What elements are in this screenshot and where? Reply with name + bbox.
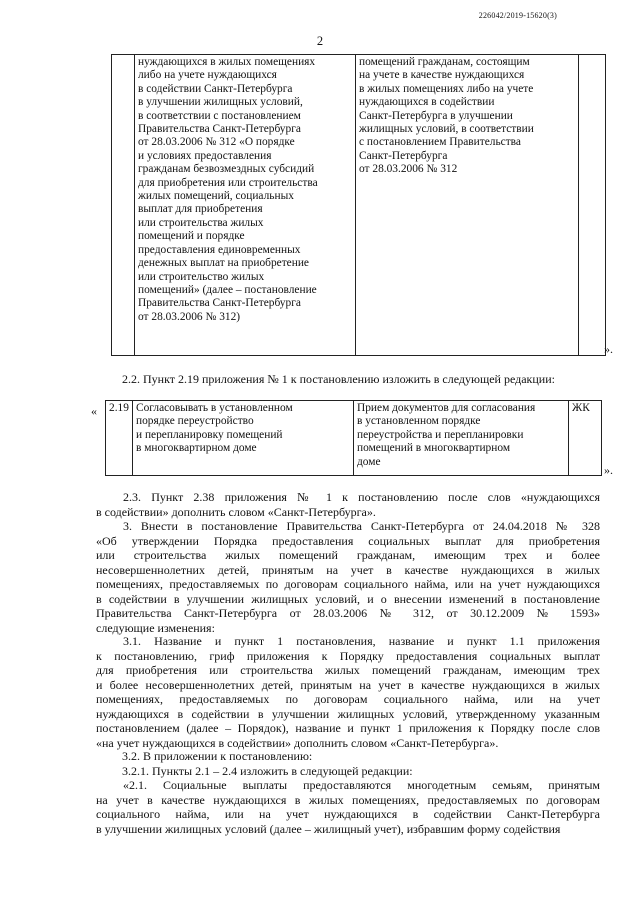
cell-line: денежных выплат на приобретение [138, 257, 309, 270]
table-cell-authority [579, 55, 606, 356]
cell-line: в соответствии с постановлением [138, 109, 301, 122]
paragraph-line: 3. Внести в постановление Правительства Санкт-Петербурга от 24.04.2018 № 328 [123, 519, 600, 533]
paragraph-3 [96, 519, 600, 635]
cell-text-lines [138, 56, 352, 324]
cell-line: Правительства Санкт-Петербурга [138, 297, 301, 310]
document-id: 226042/2019-15620(3) [478, 11, 557, 20]
closing-quote: ». [604, 342, 613, 356]
cell-line: выплат для приобретения [138, 203, 263, 216]
table-cell-service [354, 401, 569, 476]
cell-line: с постановлением Правительства [359, 136, 521, 149]
cell-text-lines [136, 402, 350, 456]
cell-line: в установленном порядке [357, 415, 481, 428]
paragraph-2-1-quote [96, 778, 600, 836]
cell-line: нуждающихся в жилых помещениях [138, 56, 316, 68]
cell-line: помещений в многоквартирном [357, 442, 511, 455]
page-number: 2 [316, 34, 324, 48]
cell-line: жилищных условий, в соответствии [359, 123, 534, 136]
cell-line: в содействии Санкт-Петербурга [138, 82, 293, 95]
cell-line: на учете в качестве нуждающихся [359, 69, 525, 82]
cell-line: доме [357, 455, 381, 468]
paragraph-line: несовершеннолетних детей, принятым на учет в качестве нуждающихся в жилых [96, 562, 600, 577]
table-cell-authority: ЖК [569, 401, 602, 476]
paragraph-2-2: 2.2. Пункт 2.19 приложения № 1 к постановлению изложить в следующей редакции: [122, 372, 555, 386]
cell-line: нуждающихся в содействии [359, 96, 495, 109]
paragraph-line: помещениях, предоставляемых по договорам социального найма, или на учет [96, 692, 600, 706]
table-cell-number [112, 55, 135, 356]
cell-line: или строительства жилых [138, 216, 264, 229]
cell-line: Правительства Санкт-Петербурга [138, 123, 301, 136]
cell-line: или строительство жилых [138, 270, 265, 283]
cell-line: предоставления единовременных [138, 243, 301, 256]
cell-line: от 28.03.2006 № 312) [138, 310, 241, 323]
cell-text-lines [357, 402, 565, 469]
paragraph-line: следующие изменения: [96, 620, 215, 635]
cell-line: Прием документов для согласования [357, 402, 536, 414]
cell-line: от 28.03.2006 № 312 [359, 163, 458, 176]
cell-line: в улучшении жилищных условий, [138, 96, 303, 109]
paragraph-line: или строительства жилых помещений гражданам, имеющим трех и более [96, 548, 600, 562]
cell-line: для приобретения или строительства [138, 176, 318, 189]
cell-line: Санкт-Петербурга в улучшении [359, 109, 513, 122]
cell-line: помещений гражданам, состоящим [359, 56, 530, 68]
paragraph-line: помещениях, предоставляемых по договорам социального найма, или на учет нуждающихся [96, 577, 600, 591]
closing-quote: ». [604, 463, 613, 477]
paragraph-3-2: 3.2. В приложении к постановлению: [122, 749, 313, 763]
paragraph-line: социального найма, или на учет нуждающихся в содействии Санкт-Петербурга [96, 807, 600, 821]
cell-line: в многоквартирном доме [136, 442, 257, 455]
paragraph-3-2-1: 3.2.1. Пункты 2.1 – 2.4 изложить в следующей редакции: [122, 764, 413, 778]
cell-line: гражданам безвозмездных субсидий [138, 163, 315, 176]
paragraph-3-1 [96, 634, 600, 750]
paragraph-line: постановлением (далее – Порядок), название и пункт 1 приложения к Порядку после слов [96, 721, 600, 735]
table-cell-service [356, 55, 579, 356]
cell-line: Санкт-Петербурга [359, 149, 448, 162]
paragraph-line: 3.1. Название и пункт 1 постановления, название и пункт 1.1 приложения [123, 634, 600, 648]
cell-line: в жилых помещениях либо на учете [359, 82, 534, 95]
paragraph-2-3 [96, 490, 600, 519]
paragraph-line: в улучшении жилищных условий (далее – жилищный учет), избравшим форму содействия [96, 821, 561, 836]
cell-line: от 28.03.2006 № 312 «О порядке [138, 136, 295, 149]
cell-text-lines [359, 56, 575, 177]
table-cell-number: 2.19 [106, 401, 133, 476]
paragraph-line: «на учет нуждающихся в содействии» дополнить словом «Санкт-Петербурга». [96, 735, 499, 750]
cell-line: жилых помещений, социальных [138, 190, 294, 203]
cell-line: либо на учете нуждающихся [138, 69, 277, 82]
opening-quote: « [91, 404, 97, 418]
cell-line: помещений и порядке [138, 230, 245, 243]
table-row [112, 55, 606, 356]
paragraph-line: 2.3. Пункт 2.38 приложения № 1 к постановлению после слов «нуждающихся [123, 490, 600, 504]
paragraph-line: Правительства Санкт-Петербурга от 28.03.2006 № 312, от 30.12.2009 № 1593» [96, 606, 600, 620]
cell-line: и перепланировку помещений [136, 428, 283, 441]
paragraph-line: в содействии» дополнить словом «Санкт-Петербурга». [96, 504, 376, 519]
paragraph-line: к постановлению, гриф приложения к Порядку предоставления социальных выплат [96, 648, 600, 663]
table-row [106, 401, 602, 476]
paragraph-line: «2.1. Социальные выплаты предоставляются многодетным семьям, принятым [123, 778, 600, 792]
paragraph-line: для приобретения или строительства жилых помещений гражданам, имеющим трех [96, 663, 600, 677]
cell-line: порядке переустройство [136, 415, 254, 428]
paragraph-line: «Об утверждении Порядка предоставления социальных выплат для приобретения [96, 533, 600, 548]
paragraph-line: нуждающихся в содействии в улучшении жилищных условий, утвержденному указанным [96, 706, 600, 721]
paragraph-line: и более несовершеннолетних детей, принятым на учет в качестве нуждающихся в жилых [96, 677, 600, 692]
cell-line: помещений» (далее – постановление [138, 283, 317, 296]
table-cell-description [135, 55, 356, 356]
cell-line: переустройства и перепланировки [357, 428, 524, 441]
paragraph-line: на учет в качестве нуждающихся в жилых помещениях, предоставляемых по договорам [96, 792, 600, 807]
cell-line: Согласовывать в установленном [136, 402, 293, 414]
paragraph-line: в содействии в улучшении жилищных условий, и о внесении изменений в постановление [96, 591, 600, 606]
amendment-table [105, 400, 602, 476]
continuation-table [111, 54, 606, 356]
table-cell-description [133, 401, 354, 476]
cell-line: и условиях предоставления [138, 149, 272, 162]
